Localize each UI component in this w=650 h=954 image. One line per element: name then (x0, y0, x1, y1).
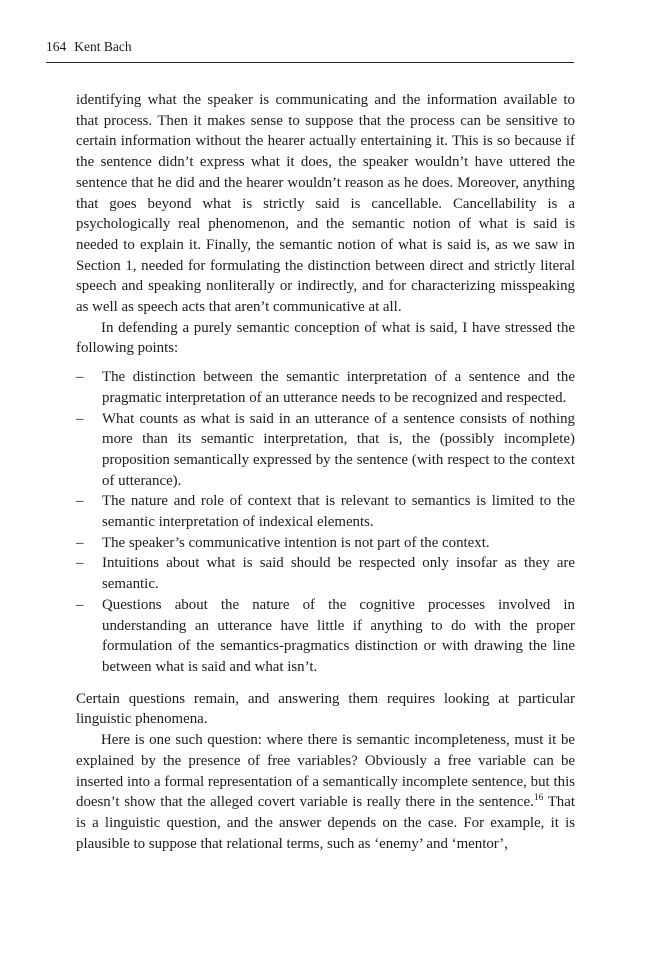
list-item (76, 533, 575, 554)
paragraph-free-variables (76, 730, 575, 854)
list-item (76, 595, 575, 678)
dash-marker: – (76, 555, 84, 572)
list-item (76, 409, 575, 492)
page-number: 164 (46, 39, 67, 54)
list-item-text: The distinction between the semantic interpretation of a sentence and the pragmatic interpretation of an utterance needs to be recognized and respected. (102, 369, 575, 406)
list-item (76, 491, 575, 532)
running-header (46, 38, 574, 63)
points-list (76, 367, 575, 678)
paragraph-continued: identifying what the speaker is communicating and the information available to that process. Then it makes sense to suppose that the process can be sensitive to certain information without the hearer actually entertaining it. This is so because if the sentence didn’t express what it does, the speaker wouldn’t have uttered the sentence that he did and the hearer wouldn’t reason as he does. Moreover, anything that goes beyond what is strictly said is cancellable. Cancellability is a psychologically real phenomenon, and the semantic notion of what is said is needed to explain it. Finally, the semantic notion of what is said is, as we saw in Section 1, needed for formulating the distinction between direct and strictly literal speech and speaking nonliterally or indirectly, and for characterizing misspeaking as well as speech acts that aren’t communicative at all. (76, 92, 575, 316)
list-item-text: Intuitions about what is said should be respected only insofar as they are semantic. (102, 555, 575, 593)
list-item (76, 367, 575, 408)
running-head-author: Kent Bach (74, 39, 132, 54)
dash-marker: – (76, 596, 84, 613)
dash-marker: – (76, 493, 84, 510)
list-item-text: Questions about the nature of the cognitive processes involved in understanding an utterance have little if anything to do with the proper formulation of the semantics-pragmatics distinction or with drawing the line between what is said and what isn’t. (102, 596, 575, 675)
list-item-text: What counts as what is said in an utterance of a sentence consists of nothing more than its semantic interpretation, that is, the (possibly incomplete) proposition semantically expressed by the sentence (with respect to the context of utterance). (102, 410, 575, 489)
list-item (76, 553, 575, 594)
list-item-text: The speaker’s communicative intention is not part of the context. (102, 534, 490, 551)
paragraph-intro-points: In defending a purely semantic conception of what is said, I have stressed the following points: (76, 319, 575, 357)
paragraph-text: Here is one such question: where there is semantic incompleteness, must it be explained by the presence of free variables? Obviously a free variable can be inserted into a formal representation of a semantically incomplete sentence, but this doesn’t show that the alleged covert variable is really there in the sentence. (76, 732, 575, 811)
list-item-text: The nature and role of context that is relevant to semantics is limited to the semantic interpretation of indexical elements. (102, 493, 575, 531)
paragraph-text: That is a linguistic question, and the answer depends on the case. For example, it is plausible to suppose that relational terms, such as ‘enemy’ and ‘mentor’, (76, 794, 575, 852)
footnote-reference[interactable]: 16 (533, 793, 544, 804)
dash-marker: – (76, 410, 84, 427)
dash-marker: – (76, 534, 84, 551)
dash-marker: – (76, 369, 84, 386)
paragraph-questions-remain: Certain questions remain, and answering them requires looking at particular linguistic phenomena. (76, 690, 575, 728)
body-text (76, 90, 575, 854)
